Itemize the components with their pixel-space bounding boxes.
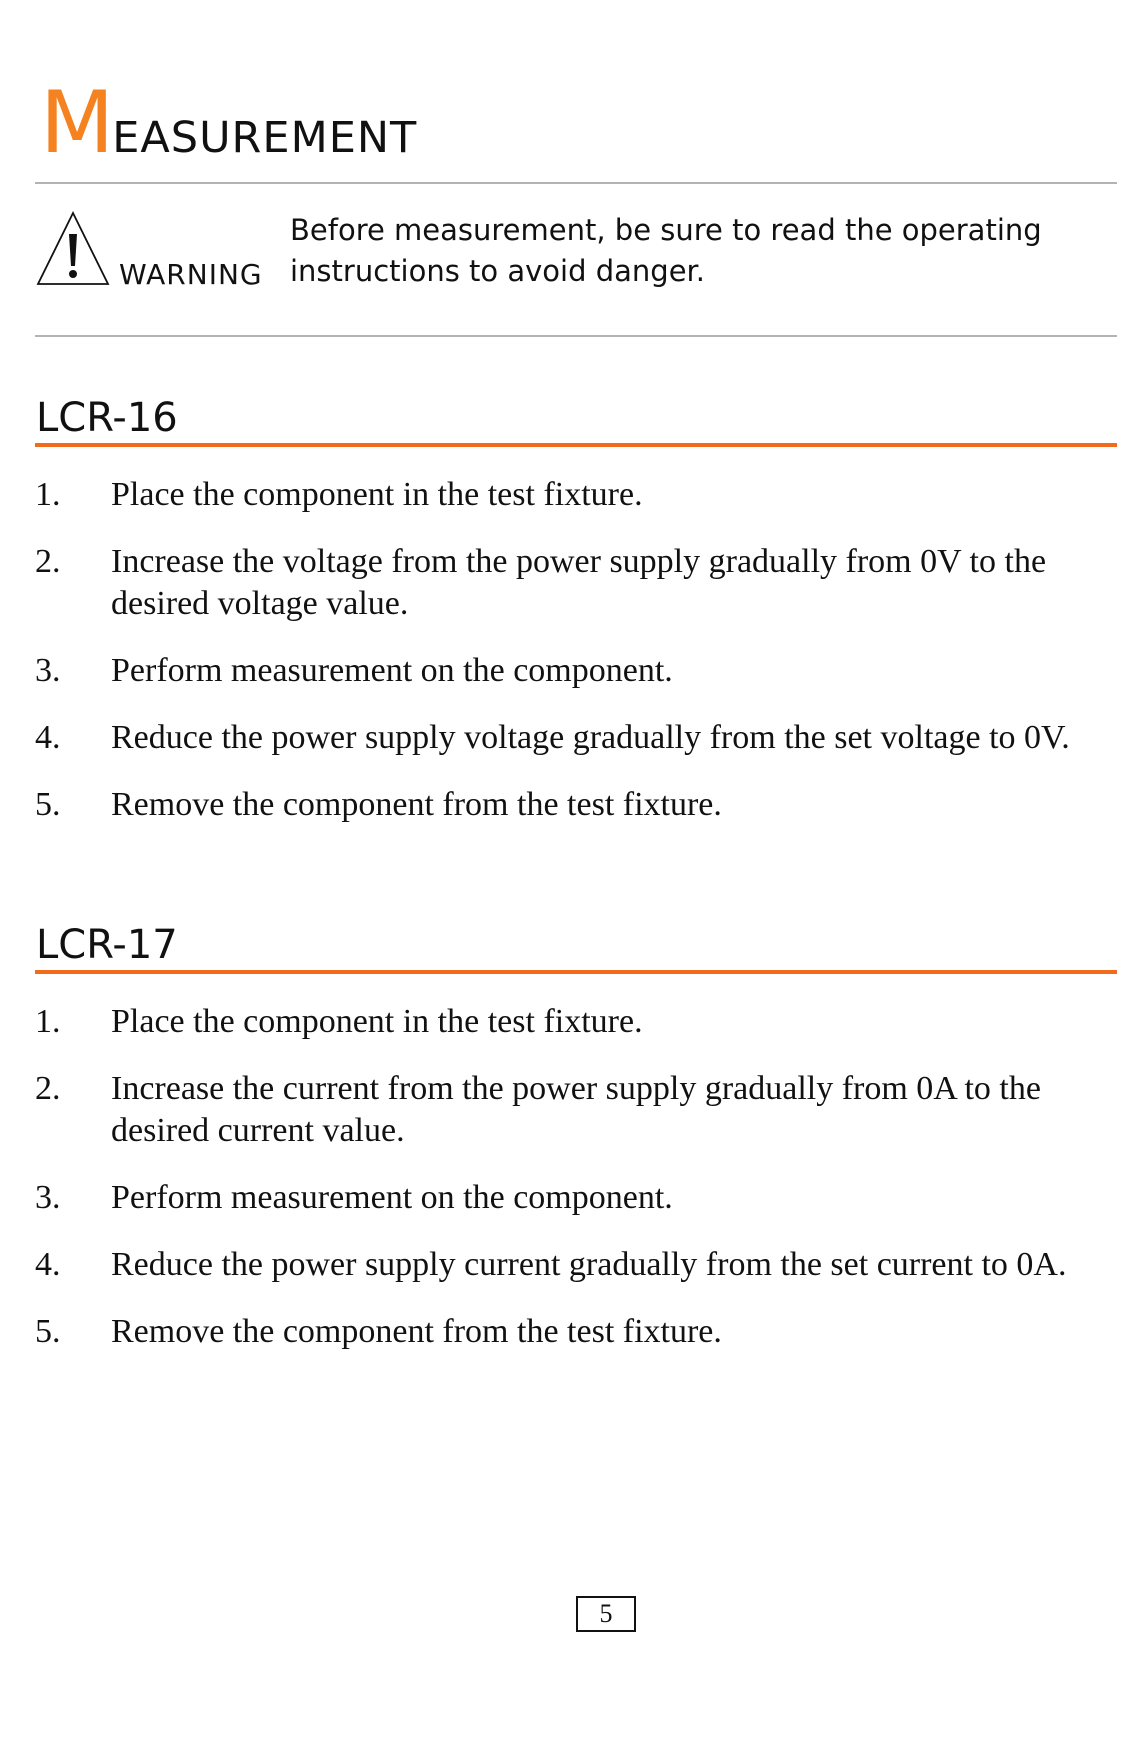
step-number: 2. [35, 543, 61, 580]
warning-label: WARNING [119, 258, 263, 291]
step-list-lcr-16 [35, 474, 1117, 851]
step-item [35, 1244, 1117, 1286]
step-number: 4. [35, 719, 61, 756]
step-text: Remove the component from the test fixture. [111, 786, 722, 823]
page-title-initial: M [40, 73, 113, 173]
warning-notice [35, 210, 1117, 330]
step-text: Increase the voltage from the power supply gradually from 0V to the desired voltage value. [111, 543, 1047, 622]
warning-text-line: instructions to avoid danger. [290, 254, 706, 288]
step-number: 1. [35, 1003, 61, 1040]
step-number: 3. [35, 1179, 61, 1216]
warning-text-line: Before measurement, be sure to read the operating [290, 213, 1042, 247]
warning-divider [35, 335, 1117, 337]
step-number: 5. [35, 1313, 61, 1350]
step-text: Remove the component from the test fixture. [111, 1313, 722, 1350]
step-text: Reduce the power supply voltage gradually from the set voltage to 0V. [111, 719, 1070, 756]
step-text: Reduce the power supply current gradually from the set current to 0A. [111, 1246, 1067, 1283]
step-item [35, 474, 1117, 516]
warning-text [290, 210, 1050, 292]
step-item [35, 541, 1117, 625]
step-text: Place the component in the test fixture. [111, 476, 643, 513]
step-list-lcr-17 [35, 1001, 1117, 1378]
section-title-lcr-17: LCR-17 [36, 922, 178, 968]
page-title [40, 73, 418, 173]
step-text: Increase the current from the power supply gradually from 0A to the desired current value. [111, 1070, 1041, 1149]
step-item [35, 1068, 1117, 1152]
step-number: 1. [35, 476, 61, 513]
page-number: 5 [576, 1596, 636, 1632]
section-rule [35, 970, 1117, 974]
step-text: Perform measurement on the component. [111, 1179, 673, 1216]
title-divider [35, 182, 1117, 184]
step-item [35, 1311, 1117, 1353]
step-item [35, 1177, 1117, 1219]
step-text: Place the component in the test fixture. [111, 1003, 643, 1040]
section-rule [35, 443, 1117, 447]
step-number: 3. [35, 652, 61, 689]
step-number: 4. [35, 1246, 61, 1283]
page-title-rest: EASUREMENT [112, 113, 418, 163]
step-number: 5. [35, 786, 61, 823]
step-number: 2. [35, 1070, 61, 1107]
section-title-lcr-16: LCR-16 [36, 395, 178, 441]
step-text: Perform measurement on the component. [111, 652, 673, 689]
step-item [35, 650, 1117, 692]
step-item [35, 784, 1117, 826]
step-item [35, 1001, 1117, 1043]
step-item [35, 717, 1117, 759]
warning-triangle-icon [35, 210, 111, 288]
